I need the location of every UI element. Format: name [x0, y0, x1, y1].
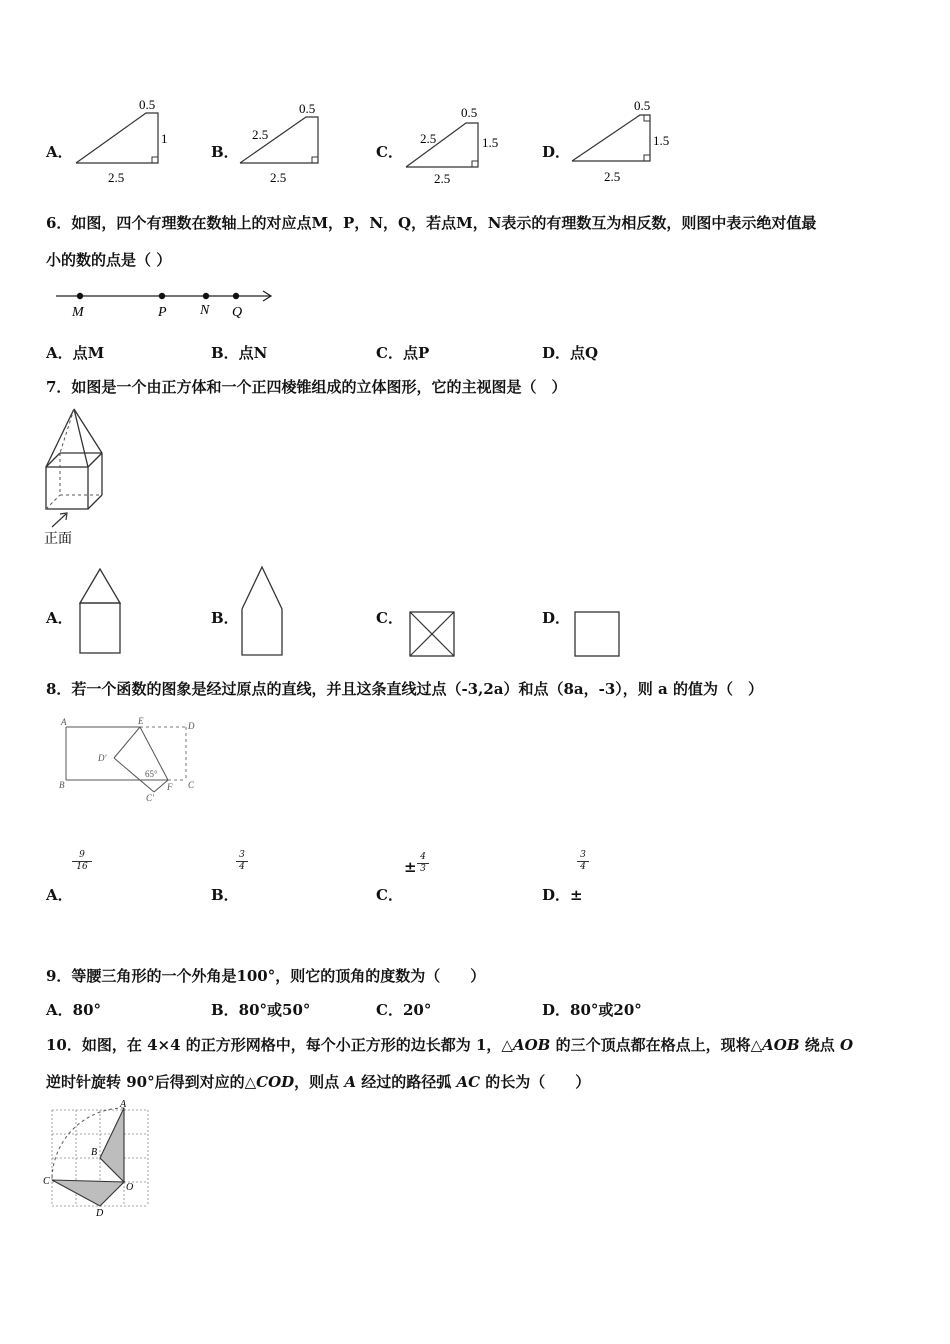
label-a: A [120, 1099, 127, 1110]
q6-question-line2: 小的数的点是（ ） [46, 251, 172, 269]
pyramid-edge [46, 409, 74, 467]
point-q-dot [233, 293, 239, 299]
label-d: D [96, 1208, 104, 1219]
q5-option-a-letter[interactable]: A． [46, 143, 73, 161]
q5-option-d-letter[interactable]: D． [542, 143, 571, 161]
q9-option-d[interactable]: D．80°或20° [542, 1001, 642, 1019]
point-n-label: N [200, 303, 210, 318]
q8-option-b-fraction [236, 850, 248, 873]
q7-option-a-figure [76, 565, 128, 657]
label-angle: 65° [145, 769, 158, 779]
trapezoid-shape [76, 113, 158, 163]
label-hyp: 2.5 [252, 127, 269, 142]
triangle-aob [100, 1108, 124, 1182]
point-m-dot [77, 293, 83, 299]
q5-option-c-letter[interactable]: C． [376, 143, 403, 161]
fraction-numerator: 3 [239, 850, 245, 860]
label-c: C [188, 780, 195, 790]
label-side: 1.5 [482, 135, 499, 150]
q10-question-line1: 10．如图，在 4×4 的正方形网格中，每个小正方形的边长都为 1，△AOB 的三个顶点都在格点上，现将△AOB 绕点 O [46, 1036, 854, 1054]
triangle-cod [52, 1180, 124, 1206]
q8-option-d-letter[interactable]: D．± [542, 886, 583, 904]
label-side: 1.5 [653, 133, 670, 148]
rotation-grid-figure [40, 1098, 155, 1218]
point-q-label: Q [232, 305, 243, 320]
point-p-dot [159, 293, 165, 299]
point-n-dot [203, 293, 209, 299]
q7-option-d-letter[interactable]: D． [542, 609, 571, 627]
q7-option-c-figure [406, 608, 458, 660]
fraction-denominator: 16 [72, 861, 92, 873]
q6-question-line1: 6．如图，四个有理数在数轴上的对应点M，P，N，Q，若点M，N表示的有理数互为相反数，则图中表示绝对值最 [46, 214, 817, 232]
q8-option-c-fraction [417, 852, 429, 875]
right-angle-mark-top [644, 115, 650, 121]
q7-question: 7．如图是一个由正方体和一个正四棱锥组成的立体图形，它的主视图是（ ） [46, 378, 567, 396]
q9-option-c[interactable]: C．20° [376, 1001, 432, 1019]
point-m-label: M [72, 305, 84, 320]
q7-option-b-figure [238, 563, 290, 659]
label-hyp: 2.5 [420, 131, 437, 146]
label-a: A [61, 717, 67, 727]
label-dprime: D' [98, 753, 107, 763]
q5-option-b-letter[interactable]: B． [211, 143, 239, 161]
folded-rectangle-figure [56, 714, 206, 809]
q8-option-a-fraction [72, 850, 92, 873]
q8-option-b-letter[interactable]: B． [211, 886, 239, 904]
q5-option-b-figure [236, 95, 346, 190]
solid-figure [40, 405, 120, 550]
q6-option-b[interactable]: B．点N [211, 344, 268, 362]
front-arrow [52, 514, 66, 527]
label-top: 0.5 [461, 105, 478, 120]
q5-option-a-figure [70, 95, 180, 190]
label-cprime: C' [146, 793, 154, 803]
q6-option-a[interactable]: A．点M [46, 344, 105, 362]
q8-option-c-letter[interactable]: C． [376, 886, 403, 904]
right-angle-mark [312, 157, 318, 163]
label-f: F [167, 782, 173, 792]
label-top: 0.5 [299, 101, 316, 116]
label-c: C [43, 1176, 50, 1187]
q6-option-d[interactable]: D．点Q [542, 344, 599, 362]
right-angle-mark-bottom [644, 155, 650, 161]
q7-option-c-letter[interactable]: C． [376, 609, 403, 627]
q7-option-a-letter[interactable]: A． [46, 609, 73, 627]
q8-question: 8．若一个函数的图象是经过原点的直线，并且这条直线过点（-3,2a）和点（8a，-3），则 a 的值为（ ） [46, 680, 763, 698]
fraction-denominator: 4 [236, 861, 248, 873]
label-base: 2.5 [108, 170, 125, 185]
fraction-denominator: 4 [577, 861, 589, 873]
label-e: E [138, 716, 144, 726]
q8-option-c-plusminus: ± [404, 858, 417, 876]
q10-question-line2: 逆时针旋转 90°后得到对应的△COD，则点 A 经过的路径弧 AC 的长为（ ） [46, 1073, 591, 1091]
label-b: B [59, 780, 65, 790]
trapezoid-shape [572, 115, 650, 161]
fraction-numerator: 9 [79, 850, 85, 860]
label-top: 0.5 [139, 97, 156, 112]
q9-option-a[interactable]: A．80° [46, 1001, 102, 1019]
q7-option-d-figure [571, 608, 623, 660]
label-side: 1 [161, 131, 168, 146]
q5-option-c-figure [400, 95, 510, 190]
q5-option-d-figure [566, 95, 676, 190]
number-line-figure [50, 284, 280, 324]
label-base: 2.5 [270, 170, 287, 185]
label-b: B [91, 1147, 98, 1158]
point-p-label: P [158, 305, 167, 320]
label-d: D [188, 721, 195, 731]
label-base: 2.5 [604, 169, 621, 184]
q8-option-d-fraction [577, 850, 589, 873]
trapezoid-shape [406, 123, 478, 167]
q6-option-c[interactable]: C．点P [376, 344, 430, 362]
q9-question: 9．等腰三角形的一个外角是100°，则它的顶角的度数为（ ） [46, 967, 486, 985]
label-top: 0.5 [634, 98, 651, 113]
fraction-denominator: 3 [417, 863, 429, 875]
fraction-numerator: 4 [420, 852, 426, 862]
label-base: 2.5 [434, 171, 451, 186]
front-label: 正面 [44, 532, 72, 547]
right-angle-mark [472, 161, 478, 167]
label-o: O [126, 1182, 134, 1193]
fraction-numerator: 3 [580, 850, 586, 860]
q7-option-b-letter[interactable]: B． [211, 609, 239, 627]
right-angle-mark [152, 157, 158, 163]
q8-option-a-letter[interactable]: A． [46, 886, 73, 904]
q9-option-b[interactable]: B．80°或50° [211, 1001, 311, 1019]
